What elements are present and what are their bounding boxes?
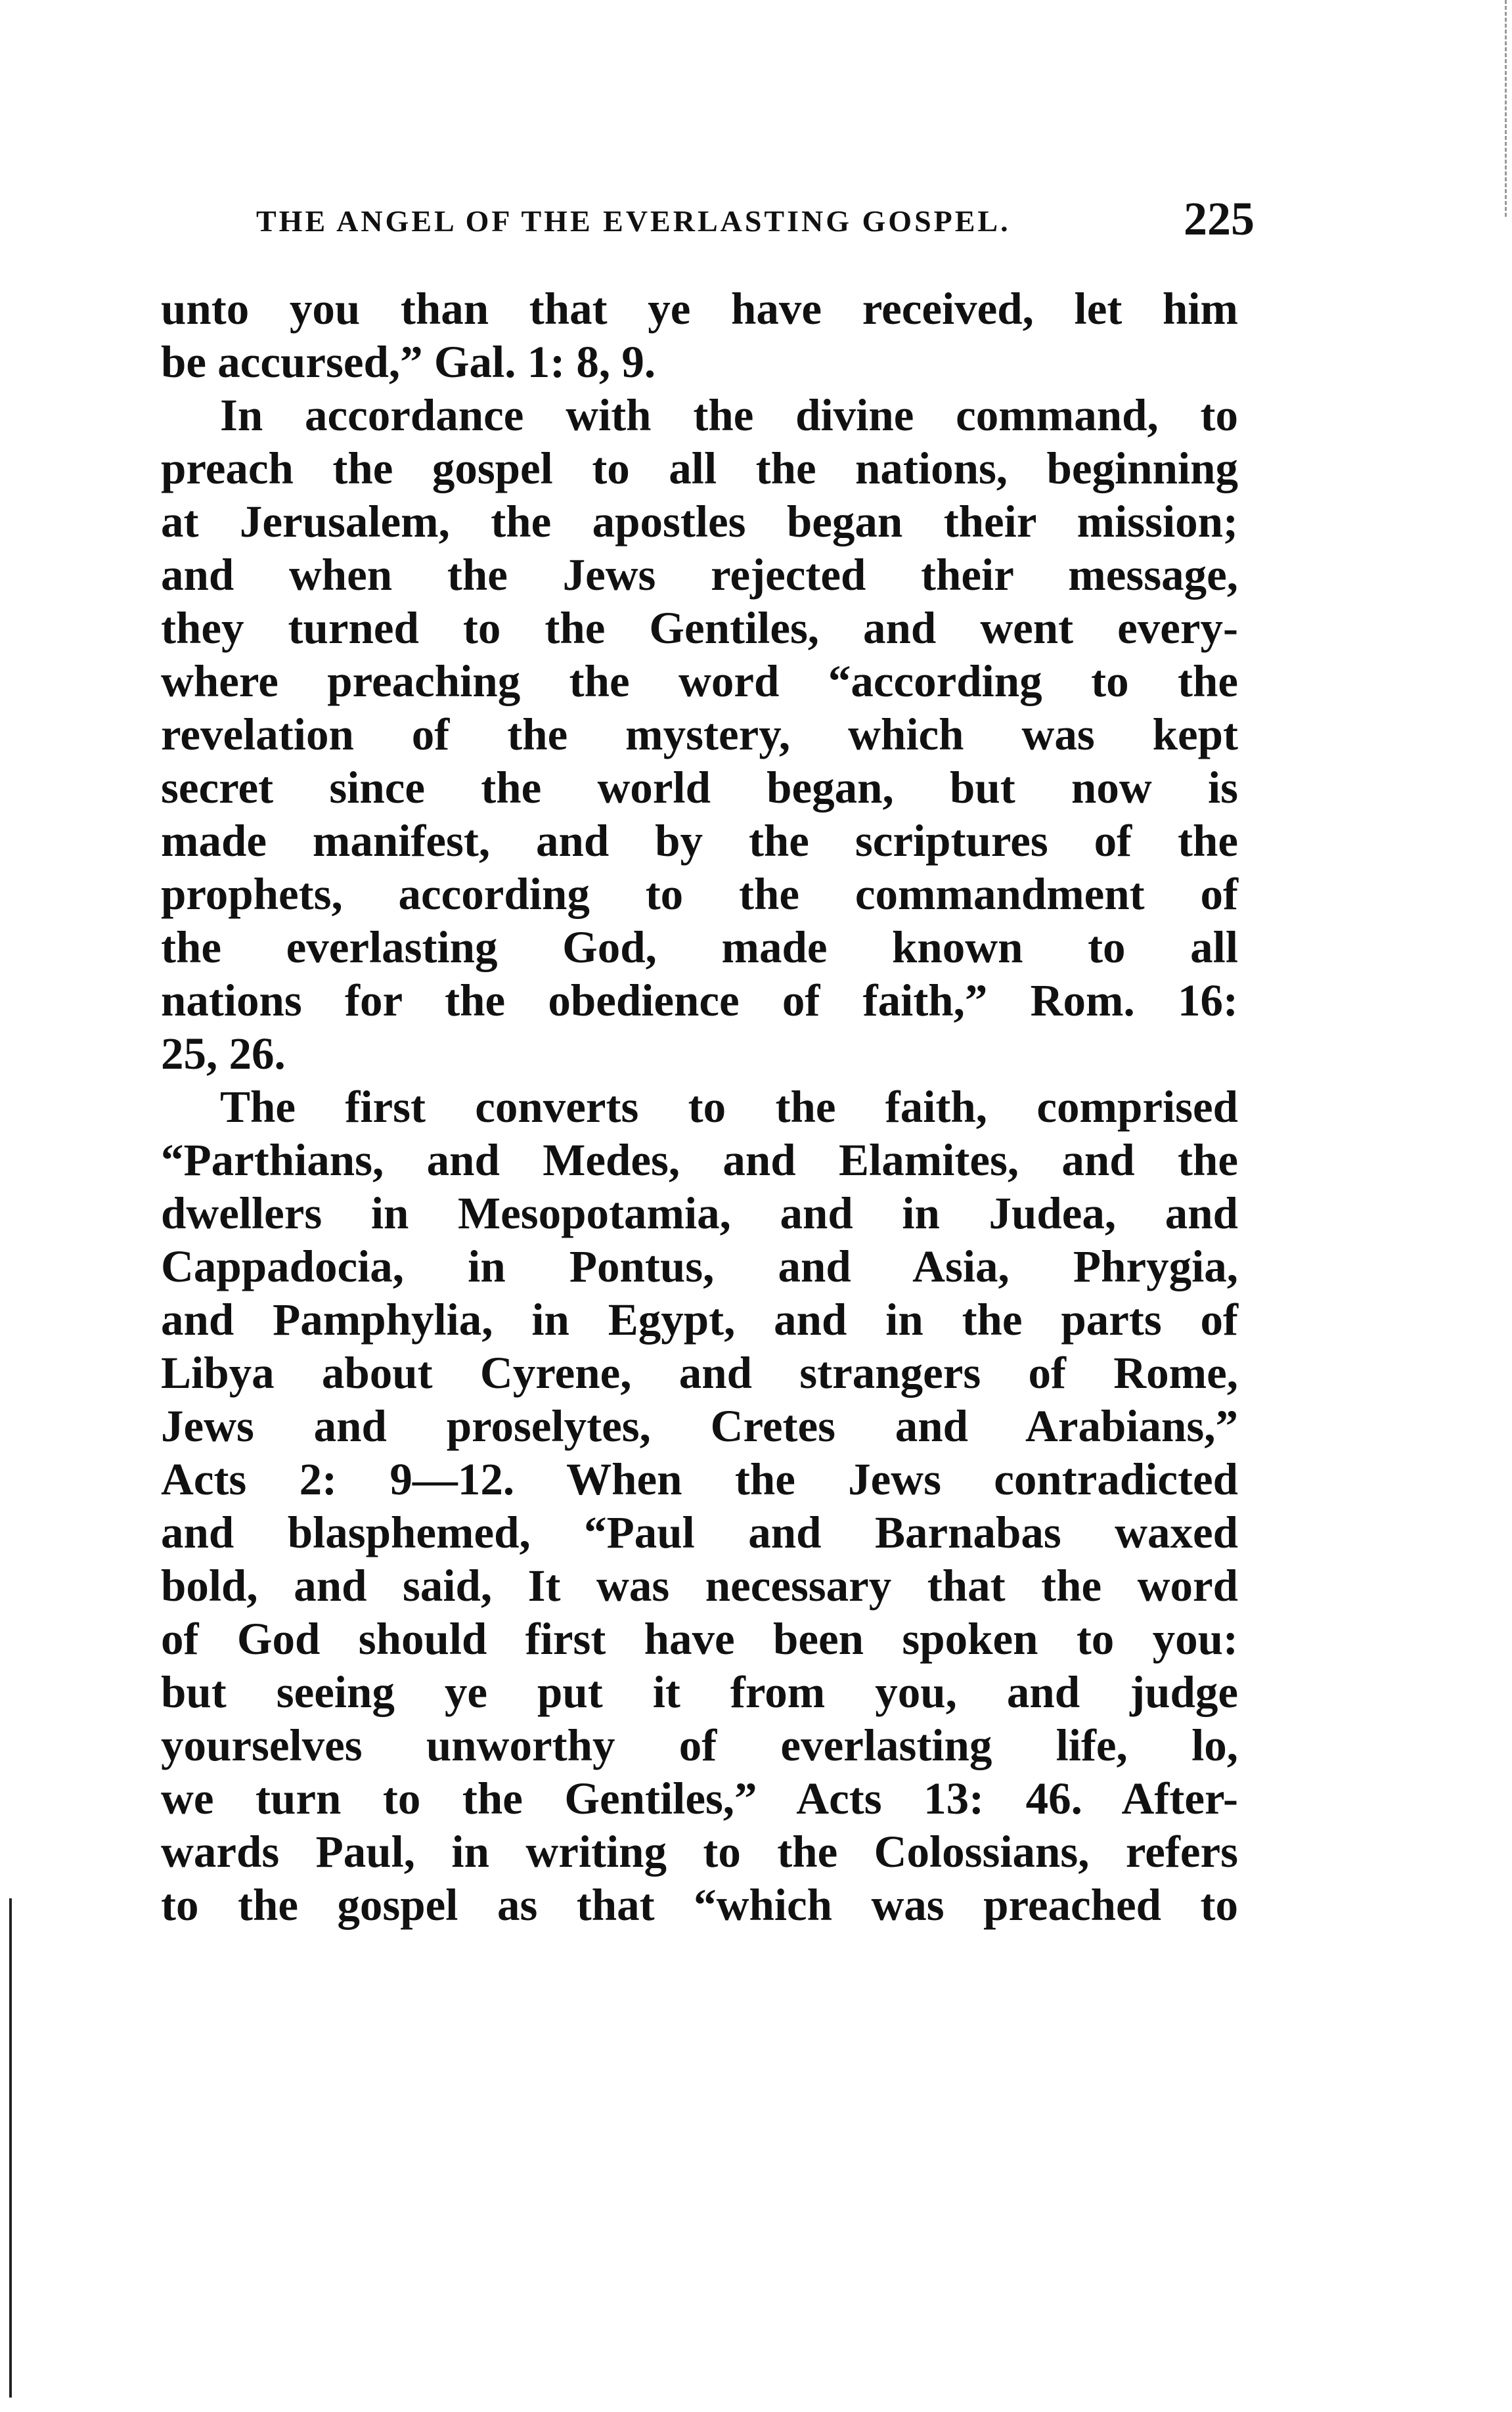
text-line: to the gospel as that “which was preached to <box>161 1880 1238 1930</box>
text-line: Cappadocia, in Pontus, and Asia, Phrygia, <box>161 1241 1238 1291</box>
running-title: THE ANGEL OF THE EVERLASTING GOSPEL. <box>256 204 1011 238</box>
text-line: and when the Jews rejected their message, <box>161 550 1238 600</box>
text-line: Libya about Cyrene, and strangers of Rome, <box>161 1348 1238 1398</box>
text-line: “Parthians, and Medes, and Elamites, and the <box>161 1135 1238 1185</box>
text-line: where preaching the word “according to the <box>161 656 1238 706</box>
text-line: nations for the obedience of faith,” Rom. 16: <box>161 975 1238 1025</box>
page-number: 225 <box>1184 192 1255 245</box>
running-head <box>256 192 1255 245</box>
text-line: the everlasting God, made known to all <box>161 922 1238 972</box>
text-line: be accursed,” Gal. 1: 8, 9. <box>161 337 656 387</box>
text-line: Jews and proselytes, Cretes and Arabians,” <box>161 1401 1238 1451</box>
text-line: wards Paul, in writing to the Colossians, refers <box>161 1827 1238 1877</box>
text-line: and blasphemed, “Paul and Barnabas waxed <box>161 1508 1238 1557</box>
text-line: made manifest, and by the scriptures of the <box>161 816 1238 866</box>
text-line: they turned to the Gentiles, and went every- <box>161 603 1238 653</box>
text-line: revelation of the mystery, which was kept <box>161 709 1238 759</box>
text-line: yourselves unworthy of everlasting life, lo, <box>161 1720 1238 1770</box>
text-line: prophets, according to the commandment of <box>161 869 1238 919</box>
page-edge-marks <box>1503 0 1507 217</box>
text-line: and Pamphylia, in Egypt, and in the parts of <box>161 1295 1238 1345</box>
text-line: Acts 2: 9—12. When the Jews contradicted <box>161 1454 1238 1504</box>
text-line: we turn to the Gentiles,” Acts 13: 46. After- <box>161 1774 1238 1823</box>
page-edge-rule <box>9 1898 12 2398</box>
text-line: at Jerusalem, the apostles began their mission; <box>161 497 1238 547</box>
text-line: of God should first have been spoken to you: <box>161 1614 1238 1664</box>
text-line: dwellers in Mesopotamia, and in Judea, and <box>161 1188 1238 1238</box>
text-line: but seeing ye put it from you, and judge <box>161 1667 1238 1717</box>
text-line: preach the gospel to all the nations, beginning <box>161 443 1238 493</box>
text-line: 25, 26. <box>161 1029 286 1079</box>
paragraph-start-line: The first converts to the faith, comprised <box>220 1082 1238 1132</box>
paragraph-start-line: In accordance with the divine command, to <box>220 390 1238 440</box>
text-line: unto you than that ye have received, let him <box>161 284 1238 334</box>
body-text <box>161 282 1238 1932</box>
text-line: secret since the world began, but now is <box>161 763 1238 813</box>
text-line: bold, and said, It was necessary that the word <box>161 1561 1238 1611</box>
